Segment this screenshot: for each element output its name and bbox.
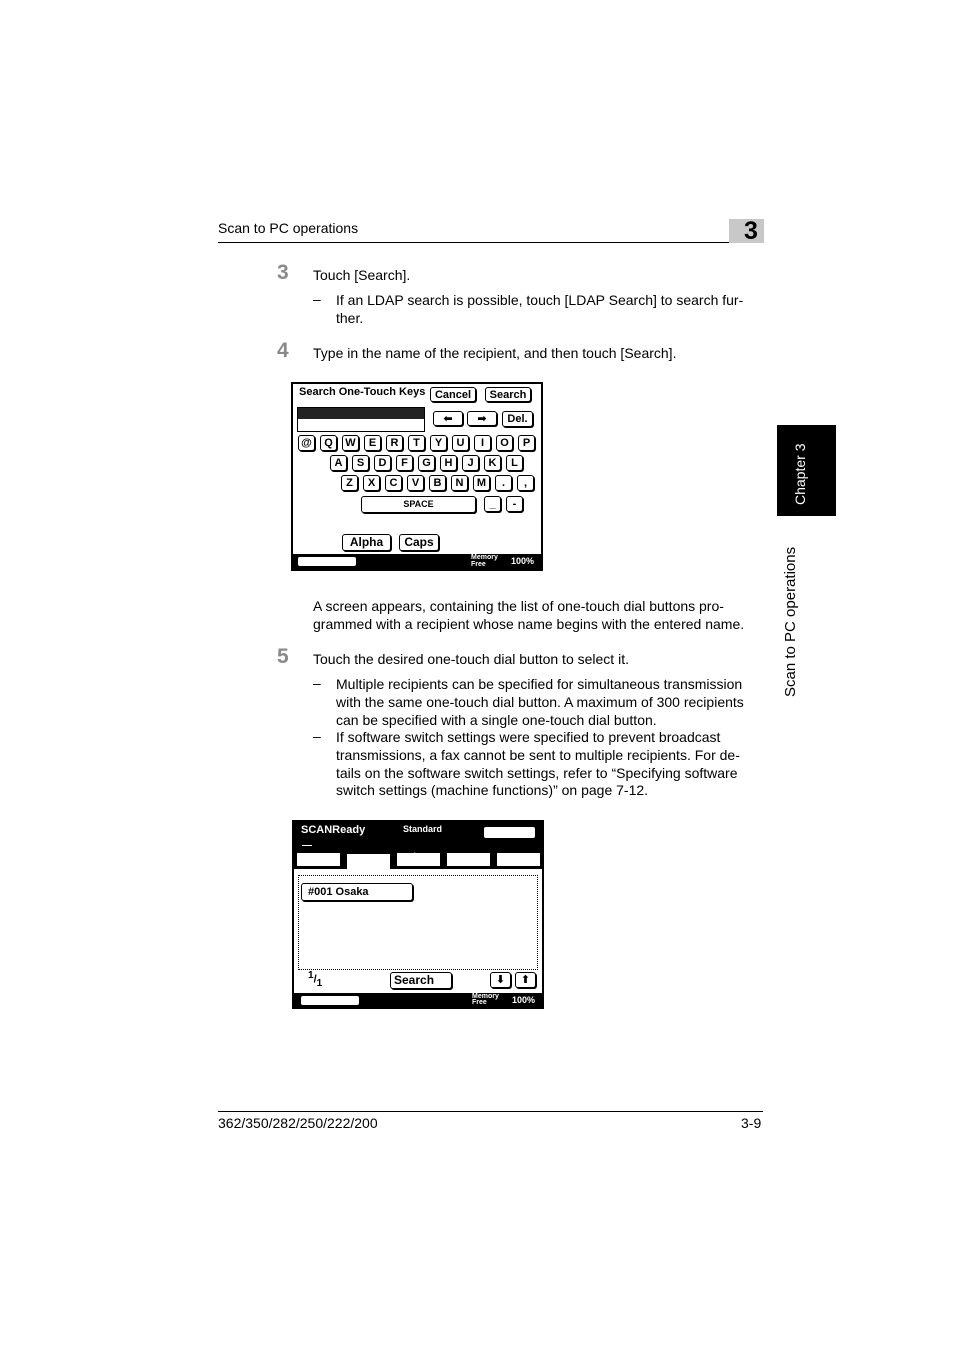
results-list-area bbox=[298, 875, 538, 970]
step-5-bullet-1-line-1: Multiple recipients can be specified for simultaneous transmission bbox=[336, 676, 743, 692]
bullet-dash: – bbox=[313, 675, 321, 691]
key-f[interactable]: F bbox=[396, 455, 413, 471]
tab-direct-input-line-1: Direct bbox=[408, 853, 429, 860]
key-hyphen[interactable]: - bbox=[506, 496, 523, 512]
step-3-bullet-line-1: If an LDAP search is possible, touch [LDAP Search] to search fur- bbox=[336, 292, 744, 308]
job-list-button[interactable]: Job List bbox=[297, 556, 357, 567]
space-key[interactable]: SPACE bbox=[361, 496, 476, 513]
cursor-left-button[interactable]: ⬅ bbox=[433, 411, 463, 426]
header-rule bbox=[218, 242, 763, 243]
key-comma[interactable]: , bbox=[517, 475, 534, 491]
page-total: 1 bbox=[316, 977, 323, 989]
step-number-5: 5 bbox=[277, 645, 289, 668]
step-3-text: Touch [Search]. bbox=[313, 267, 411, 283]
mode-text: Standard bbox=[403, 824, 443, 834]
key-g[interactable]: G bbox=[418, 455, 435, 471]
screen-scan-search-results bbox=[292, 820, 544, 1009]
running-header-title: Scan to PC operations bbox=[218, 220, 359, 236]
caps-button[interactable]: Caps bbox=[399, 534, 439, 551]
memory-percent: 100% bbox=[512, 995, 536, 1005]
step-5-bullet-2-line-2: transmissions, a fax cannot be sent to multiple recipients. For de- bbox=[336, 747, 740, 763]
side-tab-section-label: Scan to PC operations bbox=[782, 546, 799, 697]
key-s[interactable]: S bbox=[352, 455, 369, 471]
status-bar bbox=[293, 554, 541, 569]
key-at[interactable]: @ bbox=[298, 435, 315, 451]
free-label: Free bbox=[471, 561, 486, 568]
chapter-number: 3 bbox=[744, 217, 758, 245]
key-q[interactable]: Q bbox=[320, 435, 337, 451]
step-number-3: 3 bbox=[277, 261, 289, 284]
key-d[interactable]: D bbox=[374, 455, 391, 471]
search-button[interactable]: Search bbox=[485, 387, 531, 402]
name-entry-field[interactable] bbox=[297, 407, 425, 432]
key-h[interactable]: H bbox=[440, 455, 457, 471]
key-period[interactable]: . bbox=[495, 475, 512, 491]
alpha-button[interactable]: Alpha bbox=[342, 534, 391, 551]
step-number-4: 4 bbox=[277, 339, 289, 362]
footer-models: 362/350/282/250/222/200 bbox=[218, 1115, 378, 1131]
key-r[interactable]: R bbox=[386, 435, 403, 451]
paragraph-line-1: A screen appears, containing the list of one-touch dial buttons pro- bbox=[313, 598, 724, 614]
tab-quality-reduction[interactable] bbox=[446, 852, 491, 867]
scroll-up-button[interactable]: ⬆ bbox=[515, 972, 536, 988]
cursor-right-button[interactable]: ➡ bbox=[467, 411, 497, 426]
tab-one-touch[interactable]: One-Touch bbox=[296, 852, 341, 867]
key-b[interactable]: B bbox=[429, 475, 446, 491]
tab-search[interactable]: Search bbox=[346, 853, 391, 869]
memory-percent: 100% bbox=[511, 556, 535, 566]
key-u[interactable]: U bbox=[452, 435, 469, 451]
screen-title: Search One-Touch Keys bbox=[299, 386, 426, 398]
key-e[interactable]: E bbox=[364, 435, 381, 451]
status-text: SCANReady bbox=[301, 824, 366, 836]
search-button[interactable]: Search bbox=[390, 972, 452, 989]
key-k[interactable]: K bbox=[484, 455, 501, 471]
step-4-text: Type in the name of the recipient, and then touch [Search]. bbox=[313, 345, 677, 361]
free-label: Free bbox=[472, 999, 487, 1006]
key-z[interactable]: Z bbox=[341, 475, 358, 491]
footer-page-number: 3-9 bbox=[741, 1115, 762, 1131]
step-5-bullet-2-line-1: If software switch settings were specified to prevent broadcast bbox=[336, 729, 721, 745]
step-5-bullet-1-line-2: with the same one-touch dial button. A maximum of 300 recipients bbox=[336, 694, 744, 710]
screen-search-one-touch-keys bbox=[291, 382, 543, 571]
key-j[interactable]: J bbox=[462, 455, 479, 471]
tab-quality-line-2: Reduction bbox=[453, 860, 484, 866]
side-tab-chapter-label: Chapter 3 bbox=[792, 443, 808, 505]
key-o[interactable]: O bbox=[496, 435, 513, 451]
key-c[interactable]: C bbox=[385, 475, 402, 491]
entry-highlight bbox=[298, 408, 424, 419]
step-5-bullet-2-line-3: tails on the software switch settings, refer to “Specifying software bbox=[336, 765, 738, 781]
job-list-button[interactable]: Job List bbox=[300, 995, 360, 1006]
step-5-text: Touch the desired one-touch dial button to select it. bbox=[313, 651, 629, 667]
step-5-bullet-2-line-4: switch settings (machine functions)” on page 7-12. bbox=[336, 782, 649, 798]
screen-top-bar bbox=[294, 822, 542, 869]
tab-direct-input[interactable] bbox=[396, 852, 441, 867]
bullet-dash: – bbox=[313, 728, 321, 744]
key-y[interactable]: Y bbox=[430, 435, 447, 451]
tab-direct-input-line-2: Input bbox=[409, 859, 428, 866]
memory-label: Memory bbox=[471, 554, 498, 561]
key-p[interactable]: P bbox=[518, 435, 535, 451]
footer-rule bbox=[218, 1111, 763, 1112]
step-3-bullet-line-2: ther. bbox=[336, 310, 364, 326]
page-indicator bbox=[308, 970, 322, 989]
page-separator: / bbox=[313, 973, 317, 986]
key-t[interactable]: T bbox=[408, 435, 425, 451]
bullet-dash: – bbox=[313, 291, 321, 307]
scroll-down-button[interactable]: ⬇ bbox=[490, 972, 511, 988]
delete-button[interactable]: Del. bbox=[502, 411, 533, 427]
menu-button[interactable]: Menu bbox=[496, 852, 541, 867]
page-current: 1 bbox=[308, 970, 314, 981]
key-n[interactable]: N bbox=[451, 475, 468, 491]
key-v[interactable]: V bbox=[407, 475, 424, 491]
status-bar bbox=[294, 993, 542, 1007]
key-w[interactable]: W bbox=[342, 435, 359, 451]
key-l[interactable]: L bbox=[506, 455, 523, 471]
key-x[interactable]: X bbox=[363, 475, 380, 491]
status-underline bbox=[302, 845, 312, 846]
key-m[interactable]: M bbox=[473, 475, 490, 491]
paragraph-line-2: grammed with a recipient whose name begins with the entered name. bbox=[313, 616, 745, 632]
one-touch-button-osaka[interactable]: #001 Osaka bbox=[301, 883, 413, 901]
key-i[interactable]: I bbox=[474, 435, 491, 451]
cancel-button[interactable]: Cancel bbox=[430, 387, 476, 402]
tab-quality-line-1: Quality& bbox=[456, 854, 481, 860]
key-underscore[interactable]: _ bbox=[484, 496, 501, 512]
chain-button[interactable]: Chain bbox=[483, 826, 536, 839]
memory-label: Memory bbox=[472, 993, 499, 1000]
step-5-bullet-1-line-3: can be specified with a single one-touch dial button. bbox=[336, 712, 657, 728]
key-a[interactable]: A bbox=[330, 455, 347, 471]
